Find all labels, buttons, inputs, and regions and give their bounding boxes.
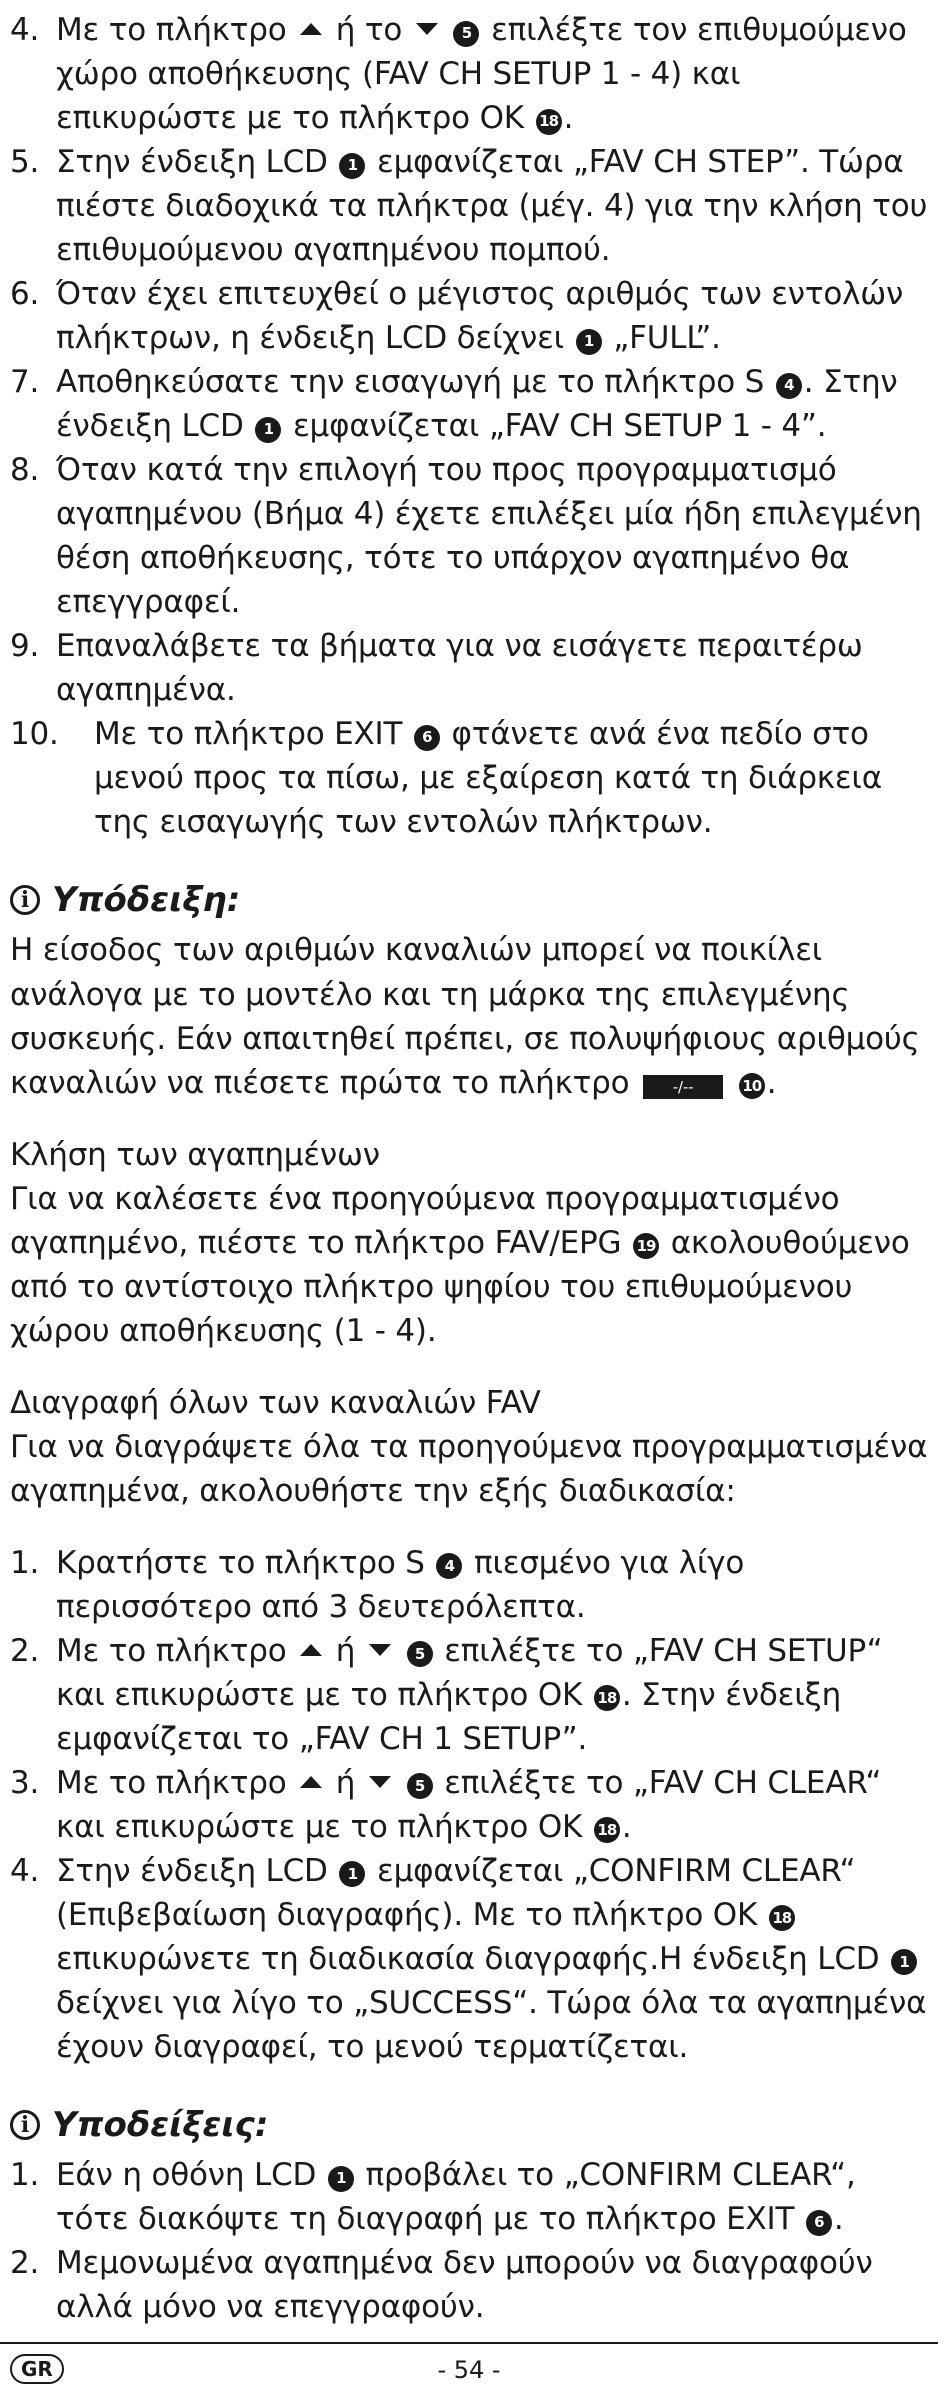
callout-badge: 10 xyxy=(739,1073,765,1099)
list-item: 10. Με το πλήκτρο EXIT 6 φτάνετε ανά ένα πεδίο στο μενού προς τα πίσω, με εξαίρεση κατά τη διάρκεια της εισαγωγής των εντολών πλήκτρων. xyxy=(10,712,930,844)
list-item: 2. Μεμονωμένα αγαπημένα δεν μπορούν να διαγραφούν αλλά μόνο να επεγγραφούν. xyxy=(10,2241,930,2329)
note-text: Η είσοδος των αριθμών καναλιών μπορεί να ποικίλει ανάλογα με το μοντέλο και τη μάρκα της επιλεγμένης συσκευής. Εάν απαιτηθεί πρέπει, σε πολυψήφιους αριθμούς καναλιών να πιέσετε πρώτα το πλήκτρο -/-- 10 . xyxy=(10,932,920,1101)
list-item: 3. Με το πλήκτρο ή 5 επιλέξτε το „FAV CH CLEAR“ και επικυρώστε με το πλήκτρο OK 18 . xyxy=(10,1761,930,1849)
callout-badge: 6 xyxy=(806,2210,832,2236)
section-heading-delete: Διαγραφή όλων των καναλιών FAV xyxy=(10,1384,541,1421)
step-number: 5. xyxy=(10,144,40,181)
callout-badge: 1 xyxy=(339,1861,365,1887)
list-item: 8. Όταν κατά την επιλογή του προς προγραμματισμό αγαπημένου (Βήμα 4) έχετε επιλέξει μία ήδη επιλεγμένη θέση αποθήκευσης, τότε το υπάρχον αγαπημένο θα επεγγραφεί. xyxy=(10,448,930,624)
dash-key-icon: -/-- xyxy=(643,1075,723,1099)
list-item: 5. Στην ένδειξη LCD 1 εμφανίζεται „FAV CH STEP”. Τώρα πιέστε διαδοχικά τα πλήκτρα (μέγ. 4) για την κλήση του επιθυμούμενου αγαπημένου πομπού. xyxy=(10,140,930,272)
step-number: 2. xyxy=(10,1632,40,1669)
callout-badge: 19 xyxy=(633,1233,659,1259)
list-item: 4. Στην ένδειξη LCD 1 εμφανίζεται „CONFIRM CLEAR“ (Επιβεβαίωση διαγραφής). Με το πλήκτρο OK 18 επικυρώνετε τη διαδικασία διαγραφής.Η ένδειξη LCD 1 δείχνει για λίγο το „SUCCESS“. Τώρα όλα τα αγαπημένα έχουν διαγραφεί, το μενού τερματίζεται. xyxy=(10,1849,930,2069)
callout-badge: 1 xyxy=(891,1949,917,1975)
step-number: 1. xyxy=(10,2157,40,2194)
section-text-delete: Για να διαγράψετε όλα τα προηγούμενα προγραμματισμένα αγαπημένα, ακολουθήστε την εξής διαδικασία: xyxy=(10,1428,928,1509)
steps-list-delete xyxy=(10,1541,930,2069)
step-number: 2. xyxy=(10,2245,40,2282)
step-number: 7. xyxy=(10,364,40,401)
notes-title: Υποδείξεις: xyxy=(52,2104,269,2145)
step-number: 9. xyxy=(10,628,40,665)
list-item: 2. Με το πλήκτρο ή 5 επιλέξτε το „FAV CH SETUP“ και επικυρώστε με το πλήκτρο OK 18 . Στην ένδειξη εμφανίζεται το „FAV CH 1 SETUP”. xyxy=(10,1629,930,1761)
callout-badge: 6 xyxy=(414,725,440,751)
list-item: 1. Κρατήστε το πλήκτρο S 4 πιεσμένο για λίγο περισσότερο από 3 δευτερόλεπτα. xyxy=(10,1541,930,1629)
page-number: - 54 - xyxy=(437,2356,501,2384)
page-content xyxy=(10,8,930,2329)
step-number: 3. xyxy=(10,1764,40,1801)
info-icon: i xyxy=(10,885,40,915)
callout-badge: 5 xyxy=(407,1773,433,1799)
arrow-up-icon xyxy=(300,1644,322,1656)
list-item: 1. Εάν η οθόνη LCD 1 προβάλει το „CONFIRM CLEAR“, τότε διακόψτε τη διαγραφή με το πλήκτρο EXIT 6 . xyxy=(10,2153,930,2241)
notes-list xyxy=(10,2153,930,2329)
callout-badge: 1 xyxy=(576,329,602,355)
country-badge: GR xyxy=(10,2354,64,2384)
arrow-down-icon xyxy=(369,1776,391,1788)
callout-badge: 5 xyxy=(453,21,479,47)
arrow-up-icon xyxy=(300,23,322,35)
notes-heading xyxy=(10,2103,930,2147)
info-icon: i xyxy=(10,2110,40,2140)
arrow-up-icon xyxy=(300,1776,322,1788)
callout-badge: 5 xyxy=(407,1641,433,1667)
step-number: 4. xyxy=(10,12,40,48)
step-number: 10. xyxy=(10,716,59,753)
list-item: 4. Με το πλήκτρο ή το 5 επιλέξτε τον επιθυμούμενο χώρο αποθήκευσης (FAV CH SETUP 1 - 4) και επικυρώστε με το πλήκτρο OK 18 . xyxy=(10,8,930,140)
callout-badge: 4 xyxy=(436,1553,462,1579)
steps-list-favorites xyxy=(10,8,930,844)
callout-badge: 4 xyxy=(776,373,802,399)
step-number: 6. xyxy=(10,276,40,313)
step-number: 8. xyxy=(10,452,40,489)
note-heading xyxy=(10,878,930,922)
callout-badge: 18 xyxy=(536,109,562,135)
section-text-recall: Για να καλέσετε ένα προηγούμενα προγραμματισμένο αγαπημένο, πιέστε το πλήκτρο FAV/EPG 19 ακολουθούμενο από το αντίστοιχο πλήκτρο ψηφίου του επιθυμούμενου χώρου αποθήκευσης (1 - 4). xyxy=(10,1180,910,1349)
callout-badge: 18 xyxy=(769,1905,795,1931)
callout-badge: 18 xyxy=(594,1817,620,1843)
callout-badge: 18 xyxy=(594,1685,620,1711)
list-item: 7. Αποθηκεύσατε την εισαγωγή με το πλήκτρο S 4 . Στην ένδειξη LCD 1 εμφανίζεται „FAV CH SETUP 1 - 4”. xyxy=(10,360,930,448)
callout-badge: 1 xyxy=(328,2166,354,2192)
callout-badge: 1 xyxy=(255,417,281,443)
step-number: 1. xyxy=(10,1544,40,1581)
arrow-down-icon xyxy=(416,23,438,35)
arrow-down-icon xyxy=(369,1644,391,1656)
step-number: 4. xyxy=(10,1852,40,1889)
callout-badge: 1 xyxy=(339,153,365,179)
page-footer xyxy=(0,2342,938,2384)
list-item: 6. Όταν έχει επιτευχθεί ο μέγιστος αριθμός των εντολών πλήκτρων, η ένδειξη LCD δείχνει 1 „FULL”. xyxy=(10,272,930,360)
note-title: Υπόδειξη: xyxy=(52,880,241,921)
list-item: 9. Επαναλάβετε τα βήματα για να εισάγετε περαιτέρω αγαπημένα. xyxy=(10,624,930,712)
section-heading-recall: Κλήση των αγαπημένων xyxy=(10,1136,380,1173)
